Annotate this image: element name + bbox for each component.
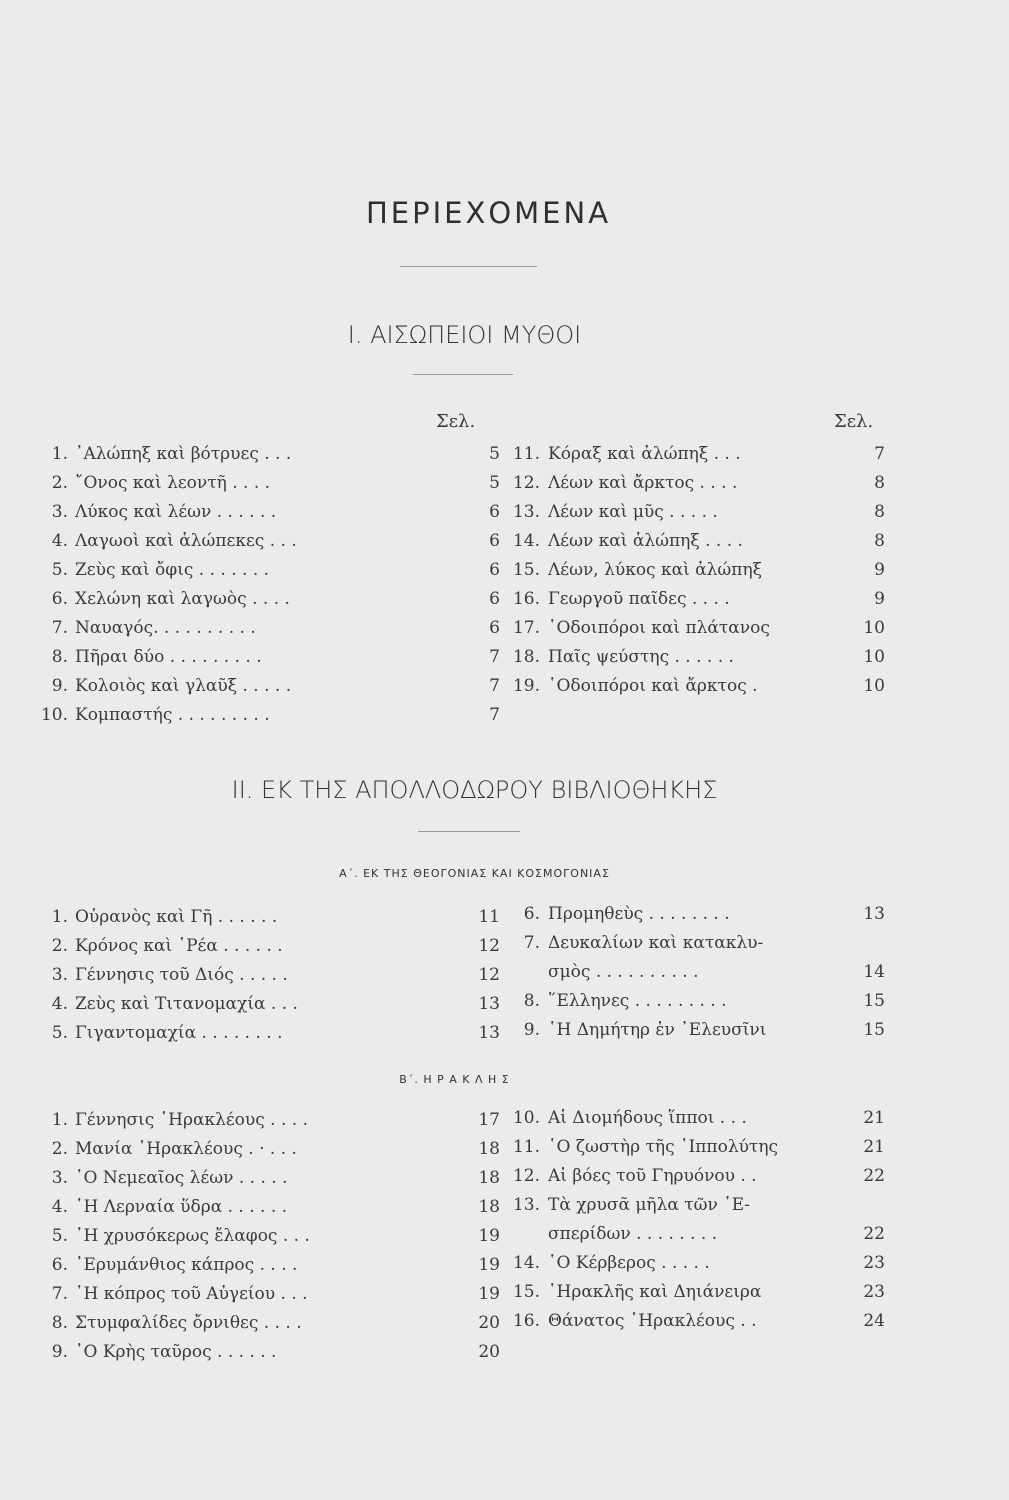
entry-title: Ζεὺς καὶ ὄφις . . . . . . . — [75, 560, 270, 580]
entry-number: 4. — [51, 531, 68, 551]
entry-page: 6 — [489, 502, 500, 522]
toc-entry — [30, 440, 500, 469]
entry-number: 17. — [512, 618, 540, 638]
entry-title: ᾿Ερυμάνθιος κάπρος . . . . — [75, 1255, 298, 1275]
entry-page: 18 — [478, 1197, 500, 1217]
entry-page: 8 — [874, 473, 885, 493]
toc-entry — [500, 1016, 890, 1045]
subsection-a-heading: Α΄. ΕΚ ΤΗΣ ΘΕΟΓΟΝΙΑΣ ΚΑΙ ΚΟΣΜΟΓΟΝΙΑΣ — [339, 867, 610, 880]
entry-page: 9 — [874, 560, 885, 580]
entry-number: 1. — [51, 1110, 68, 1130]
entry-number: 14. — [512, 1253, 540, 1273]
entry-page: 13 — [478, 1023, 500, 1043]
entry-number: 12. — [512, 473, 540, 493]
entry-number: 3. — [51, 965, 68, 985]
entry-title: Γέννησις τοῦ Διός . . . . . — [75, 965, 288, 985]
entry-title: ῾Ο Νεμεαῖος λέων . . . . . — [75, 1168, 288, 1188]
entry-number: 13. — [512, 1195, 540, 1215]
entry-page: 23 — [863, 1253, 885, 1273]
entry-title: σπερίδων . . . . . . . . — [548, 1224, 718, 1244]
entry-title: Κόραξ καὶ ἀλώπηξ . . . — [548, 444, 741, 464]
entry-number: 7. — [51, 1284, 68, 1304]
entry-page: 17 — [478, 1110, 500, 1130]
toc-entry — [500, 958, 890, 987]
entry-page: 15 — [863, 1020, 885, 1040]
entry-page: 22 — [863, 1224, 885, 1244]
entry-number: 9. — [51, 1342, 68, 1362]
entry-number: 1. — [51, 444, 68, 464]
entry-number: 15. — [512, 560, 540, 580]
toc-entry — [500, 614, 890, 643]
entry-page: 6 — [489, 618, 500, 638]
toc-entry — [30, 643, 500, 672]
entry-title: Λέων καὶ ἀλώπηξ . . . . — [548, 531, 743, 551]
entry-page: 14 — [863, 962, 885, 982]
toc-entry — [30, 498, 500, 527]
entry-title: Προμηθεὺς . . . . . . . . — [548, 904, 730, 924]
section-2-heading: II. ΕΚ ΤΗΣ ΑΠΟΛΛΟΔΩΡΟΥ ΒΙΒΛΙΟΘΗΚΗΣ — [231, 776, 718, 804]
page-column-label-right: Σελ. — [834, 411, 874, 432]
entry-title: Κρόνος καὶ ῾Ρέα . . . . . . — [75, 936, 283, 956]
toc-entry — [500, 1307, 890, 1336]
entry-number: 5. — [51, 1023, 68, 1043]
toc-entry — [500, 672, 890, 701]
entry-page: 20 — [478, 1342, 500, 1362]
entry-page: 7 — [874, 444, 885, 464]
entry-title: Κομπαστής . . . . . . . . . — [75, 705, 270, 725]
entry-title: Γιγαντομαχία . . . . . . . . — [75, 1023, 283, 1043]
entry-number: 7. — [523, 933, 540, 953]
entry-number: 18. — [512, 647, 540, 667]
entry-title: Πῆραι δύο . . . . . . . . . — [75, 647, 262, 667]
entry-page: 24 — [863, 1311, 885, 1331]
entry-number: 14. — [512, 531, 540, 551]
section-1-left-list — [30, 440, 500, 730]
entry-title: ῾Η κόπρος τοῦ Αὐγείου . . . — [75, 1284, 308, 1304]
toc-entry — [500, 440, 890, 469]
section-2-rule — [418, 831, 520, 832]
entry-page: 15 — [863, 991, 885, 1011]
entry-title: Γεωργοῦ παῖδες . . . . — [548, 589, 730, 609]
entry-title: Παῖς ψεύστης . . . . . . — [548, 647, 734, 667]
toc-entry — [30, 672, 500, 701]
toc-entry — [500, 498, 890, 527]
entry-page: 8 — [874, 531, 885, 551]
entry-number: 6. — [523, 904, 540, 924]
entry-number: 3. — [51, 502, 68, 522]
entry-page: 10 — [863, 676, 885, 696]
entry-page: 6 — [489, 531, 500, 551]
entry-title: Τὰ χρυσᾶ μῆλα τῶν ῾Ε- — [548, 1195, 750, 1215]
entry-number: 15. — [512, 1282, 540, 1302]
entry-page: 6 — [489, 560, 500, 580]
toc-entry — [500, 929, 890, 958]
toc-entry — [500, 527, 890, 556]
toc-entry — [500, 1191, 890, 1220]
entry-title: ᾿Αλώπηξ καὶ βότρυες . . . — [75, 444, 292, 464]
toc-entry — [500, 1220, 890, 1249]
toc-entry — [500, 643, 890, 672]
subsection-b-right-list — [500, 1104, 890, 1336]
toc-entry — [500, 469, 890, 498]
page-column-label-left: Σελ. — [436, 411, 476, 432]
entry-number: 12. — [512, 1166, 540, 1186]
entry-page: 5 — [489, 473, 500, 493]
entry-page: 12 — [478, 965, 500, 985]
toc-entry — [30, 1338, 500, 1367]
entry-number: 10. — [40, 705, 68, 725]
entry-title: ῾Ηρακλῆς καὶ Δηιάνειρα — [548, 1282, 762, 1302]
entry-title: ῾Ο Κρὴς ταῦρος . . . . . . — [75, 1342, 277, 1362]
entry-title: ῾Ο ζωστὴρ τῆς ῾Ιππολύτης — [548, 1137, 779, 1157]
entry-page: 10 — [863, 618, 885, 638]
entry-number: 2. — [51, 473, 68, 493]
entry-page: 7 — [489, 676, 500, 696]
toc-entry — [30, 1280, 500, 1309]
entry-page: 8 — [874, 502, 885, 522]
toc-entry — [500, 987, 890, 1016]
toc-entry — [30, 614, 500, 643]
section-1-rule — [413, 374, 513, 375]
entry-title: ῾Οδοιπόροι καὶ πλάτανος — [548, 618, 770, 638]
entry-page: 19 — [478, 1284, 500, 1304]
entry-page: 9 — [874, 589, 885, 609]
entry-title: Αἱ βόες τοῦ Γηρυόνου . . — [548, 1166, 757, 1186]
entry-number: 4. — [51, 1197, 68, 1217]
entry-page: 10 — [863, 647, 885, 667]
toc-entry — [30, 1135, 500, 1164]
entry-page: 12 — [478, 936, 500, 956]
entry-title: Λέων καὶ ἄρκτος . . . . — [548, 473, 738, 493]
toc-entry — [30, 527, 500, 556]
entry-title: Δευκαλίων καὶ κατακλυ- — [548, 933, 764, 953]
entry-number: 9. — [523, 1020, 540, 1040]
entry-title: σμὸς . . . . . . . . . . — [548, 962, 699, 982]
entry-page: 20 — [478, 1313, 500, 1333]
toc-entry — [30, 701, 500, 730]
entry-number: 6. — [51, 589, 68, 609]
entry-page: 21 — [863, 1108, 885, 1128]
toc-entry — [30, 1251, 500, 1280]
entry-page: 7 — [489, 647, 500, 667]
entry-title: Λέων καὶ μῦς . . . . . — [548, 502, 718, 522]
entry-title: Θάνατος ῾Ηρακλέους . . — [548, 1311, 757, 1331]
toc-entry — [30, 1106, 500, 1135]
toc-entry — [500, 556, 890, 585]
entry-page: 13 — [478, 994, 500, 1014]
entry-title: Χελώνη καὶ λαγωὸς . . . . — [75, 589, 290, 609]
entry-number: 16. — [512, 1311, 540, 1331]
entry-page: 18 — [478, 1139, 500, 1159]
entry-page: 6 — [489, 589, 500, 609]
entry-title: Ναυαγός. . . . . . . . . . — [75, 618, 256, 638]
entry-page: 23 — [863, 1282, 885, 1302]
entry-page: 19 — [478, 1226, 500, 1246]
toc-entry — [30, 1164, 500, 1193]
toc-entry — [30, 1019, 500, 1048]
entry-number: 4. — [51, 994, 68, 1014]
entry-number: 19. — [512, 676, 540, 696]
entry-number: 1. — [51, 907, 68, 927]
section-1-heading: I. ΑΙΣΩΠΕΙΟΙ ΜΥΘΟΙ — [347, 321, 582, 349]
entry-number: 3. — [51, 1168, 68, 1188]
entry-title: Μανία ῾Ηρακλέους . · . . . — [75, 1139, 297, 1159]
toc-entry — [30, 556, 500, 585]
entry-number: 16. — [512, 589, 540, 609]
toc-entry — [30, 903, 500, 932]
entry-number: 5. — [51, 1226, 68, 1246]
entry-number: 6. — [51, 1255, 68, 1275]
entry-title: Λέων, λύκος καὶ ἀλώπηξ — [548, 560, 762, 580]
entry-number: 8. — [523, 991, 540, 1011]
toc-entry — [500, 1249, 890, 1278]
entry-number: 2. — [51, 1139, 68, 1159]
entry-title: Γέννησις ῾Ηρακλέους . . . . — [75, 1110, 308, 1130]
subsection-a-left-list — [30, 903, 500, 1048]
toc-entry — [500, 1133, 890, 1162]
entry-page: 21 — [863, 1137, 885, 1157]
toc-entry — [30, 961, 500, 990]
entry-title: Λύκος καὶ λέων . . . . . . — [75, 502, 277, 522]
entry-title: ῎Ονος καὶ λεοντῆ . . . . — [75, 473, 271, 493]
toc-entry — [30, 932, 500, 961]
entry-page: 18 — [478, 1168, 500, 1188]
entry-title: ῾Ο Κέρβερος . . . . . — [548, 1253, 710, 1273]
entry-title: Οὐρανὸς καὶ Γῆ . . . . . . — [75, 907, 278, 927]
entry-number: 11. — [512, 1137, 540, 1157]
subsection-b-heading: Β΄. Η Ρ Α Κ Λ Η Σ — [399, 1073, 510, 1086]
entry-page: 5 — [489, 444, 500, 464]
entry-number: 7. — [51, 618, 68, 638]
page-title: ΠΕΡΙΕΧΟΜΕΝΑ — [365, 196, 612, 230]
toc-entry — [30, 1193, 500, 1222]
entry-title: Λαγωοὶ καὶ ἀλώπεκες . . . — [75, 531, 297, 551]
entry-page: 11 — [478, 907, 500, 927]
entry-page: 13 — [863, 904, 885, 924]
entry-title: ῾Η Δημήτηρ ἐν ᾿Ελευσῖνι — [548, 1020, 767, 1040]
entry-page: 22 — [863, 1166, 885, 1186]
toc-entry — [30, 469, 500, 498]
entry-number: 9. — [51, 676, 68, 696]
entry-title: ῾Η χρυσόκερως ἔλαφος . . . — [75, 1226, 310, 1246]
entry-title: ῾Η Λερναία ὕδρα . . . . . . — [75, 1197, 288, 1217]
entry-number: 13. — [512, 502, 540, 522]
entry-number: 2. — [51, 936, 68, 956]
entry-number: 5. — [51, 560, 68, 580]
section-1-right-list — [500, 440, 890, 701]
entry-title: Κολοιὸς καὶ γλαῦξ . . . . . — [75, 676, 292, 696]
entry-title: ῞Ελληνες . . . . . . . . . — [548, 991, 727, 1011]
entry-title: Ζεὺς καὶ Τιτανομαχία . . . — [75, 994, 298, 1014]
entry-title: ῾Οδοιπόροι καὶ ἄρκτος . — [548, 676, 758, 696]
toc-entry — [500, 1104, 890, 1133]
toc-entry — [30, 1222, 500, 1251]
toc-entry — [500, 585, 890, 614]
subsection-a-right-list — [500, 900, 890, 1045]
toc-entry — [500, 1162, 890, 1191]
entry-number: 8. — [51, 647, 68, 667]
toc-entry — [30, 1309, 500, 1338]
entry-number: 10. — [512, 1108, 540, 1128]
entry-number: 11. — [512, 444, 540, 464]
toc-entry — [30, 585, 500, 614]
entry-title: Στυμφαλίδες ὄρνιθες . . . . — [75, 1313, 302, 1333]
toc-entry — [500, 900, 890, 929]
entry-page: 19 — [478, 1255, 500, 1275]
title-rule — [400, 266, 537, 267]
toc-entry — [500, 1278, 890, 1307]
entry-title: Αἱ Διομήδους ἵπποι . . . — [548, 1108, 747, 1128]
subsection-b-left-list — [30, 1106, 500, 1367]
entry-number: 8. — [51, 1313, 68, 1333]
entry-page: 7 — [489, 705, 500, 725]
toc-entry — [30, 990, 500, 1019]
